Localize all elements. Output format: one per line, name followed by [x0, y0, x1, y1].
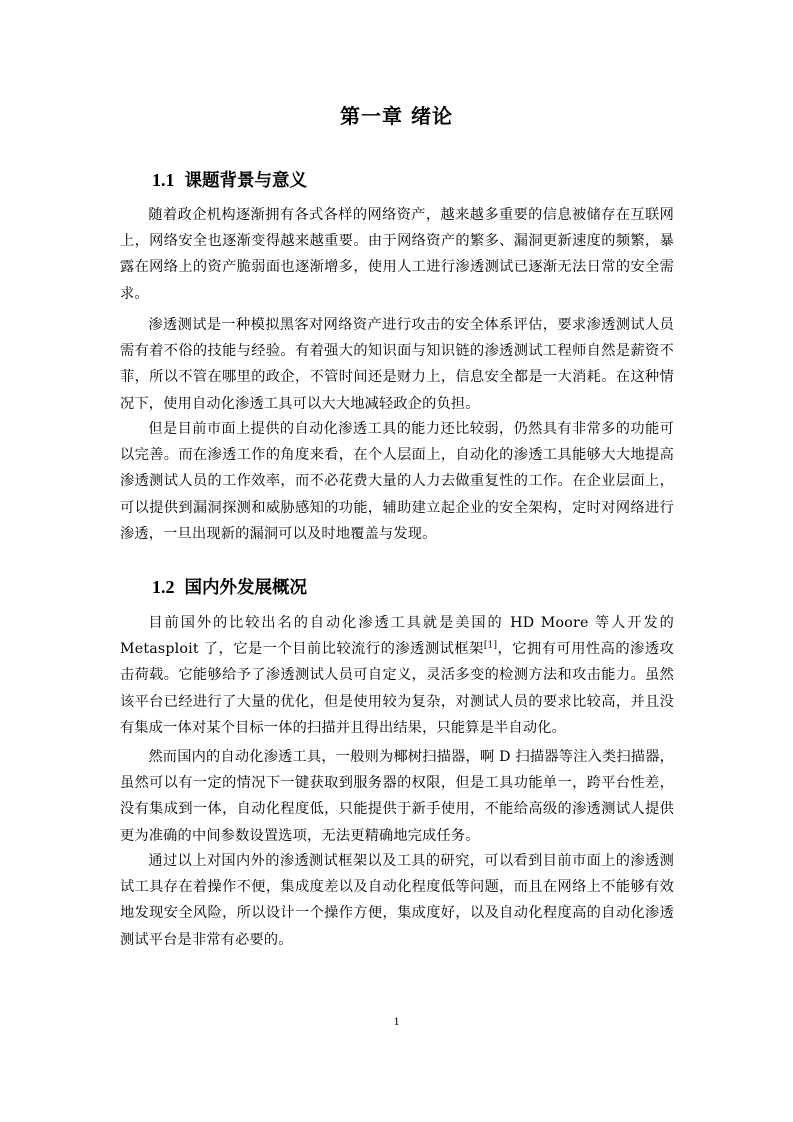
chapter-title: 第一章 绪论 [340, 104, 453, 128]
paragraph: 但是目前市面上提供的自动化渗透工具的能力还比较弱，仍然具有非常多的功能可以完善。而在渗透工作的角度来看，在个人层面上，自动化的渗透工具能够大大地提高渗透测试人员的工作效率，而不必花费大量的人力去做重复性的工作。在企业层面上，可以提供到漏洞探测和威胁感知的功能，辅助建立起企业的安全架构，定时对网络进行渗透，一旦出现新的漏洞可以及时地覆盖与发现。 [120, 421, 674, 542]
section-number: 1.2 [152, 577, 175, 597]
paragraph: 随着政企机构逐渐拥有各式各样的网络资产，越来越多重要的信息被储存在互联网上，网络安全也逐渐变得越来越重要。由于网络资产的繁多、漏洞更新速度的频繁，暴露在网络上的资产脆弱面也逐渐增多，使用人工进行渗透测试已逐渐无法日常的安全需求。 [120, 207, 674, 302]
page-number: 1 [393, 1014, 400, 1028]
paragraph: 然而国内的自动化渗透工具，一般则为椰树扫描器，啊 D 扫描器等注入类扫描器，虽然可以有一定的情况下一键获取到服务器的权限，但是工具功能单一，跨平台性差，没有集成到一体，自动化程度低，只能提供于新手使用，不能给高级的渗透测试人提供更为准确的中间参数设置选项，无法更精确地完成任务。 [120, 749, 674, 844]
section-title: 国内外发展概况 [184, 578, 307, 598]
section-title: 课题背景与意义 [184, 171, 307, 191]
paragraph-text: 目前国外的比较出名的自动化渗透工具就是美国的 HD Moore 等人开发的 Metasploit 了，它是一个目前比较流行的渗透测试框架 [120, 615, 674, 658]
section-number: 1.1 [152, 170, 175, 190]
citation-marker[interactable]: [1] [483, 640, 498, 651]
section-heading-1-2 [152, 574, 307, 601]
paragraph: 通过以上对国内外的渗透测试框架以及工具的研究，可以看到目前市面上的渗透测试工具存在着操作不便，集成度差以及自动化程度低等问题，而且在网络上不能够有效地发现安全风险，所以设计一个操作方便，集成度好，以及自动化程度高的自动化渗透测试平台是非常有必要的。 [120, 853, 674, 948]
paragraph: 渗透测试是一种模拟黑客对网络资产进行攻击的安全体系评估，要求渗透测试人员需有着不俗的技能与经验。有着强大的知识面与知识链的渗透测试工程师自然是薪资不菲，所以不管在哪里的政企，不管时间还是财力上，信息安全都是一大消耗。在这种情况下，使用自动化渗透工具可以大大地减轻政企的负担。 [120, 317, 674, 412]
paragraph [120, 610, 674, 741]
section-heading-1-1 [152, 167, 307, 194]
paragraph-text: ，它拥有可用性高的渗透攻击荷载。它能够给予了渗透测试人员可自定义，灵活多变的检测方法和攻击能力。虽然该平台已经进行了大量的优化，但是使用较为复杂，对测试人员的要求比较高，并且没有集成一体对某个目标一体的扫描并且得出结果，只能算是半自动化。 [120, 641, 675, 736]
